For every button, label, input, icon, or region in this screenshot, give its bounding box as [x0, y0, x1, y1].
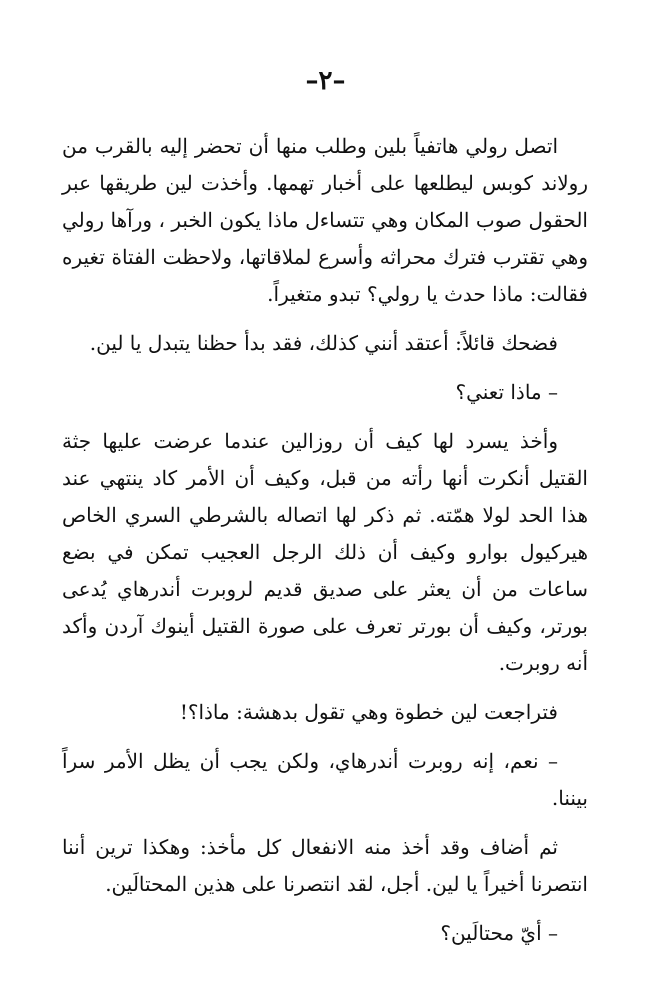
dialogue-line: – ماذا تعني؟: [455, 380, 558, 404]
paragraph: ثم أضاف وقد أخذ منه الانفعال كل مأخذ: وهكذا ترين أننا انتصرنا أخيراً يا لين. أجل، لقد انتصرنا على هذين المحتالَين.: [62, 835, 588, 896]
page-number: –٢–: [305, 66, 346, 96]
paragraph: فضحك قائلاً: أعتقد أنني كذلك، فقد بدأ حظنا يتبدل يا لين.: [89, 331, 558, 355]
paragraph: فتراجعت لين خطوة وهي تقول بدهشة: ماذا؟!: [179, 700, 558, 724]
dialogue-line: – أيّ محتالَين؟: [440, 921, 558, 945]
dialogue-line: – نعم، إنه روبرت أندرهاي، ولكن يجب أن يظل الأمر سراً بيننا.: [62, 749, 588, 810]
page-text: [62, 128, 588, 952]
paragraph: وأخذ يسرد لها كيف أن روزالين عندما عرضت عليها جثة القتيل أنكرت أنها رأته من قبل، وكيف أن الأمر كاد ينتهي عند هذا الحد لولا همّته. ثم ذكر لها اتصاله بالشرطي السري الخاص هيركيول بوارو وكيف أن ذلك الرجل العجيب تمكن في بضع ساعات من أن يعثر على صديق قديم لروبرت أندرهاي يُدعى بورتر، وكيف أن بورتر تعرف على صورة القتيل أينوك آردن وأكد أنه روبرت.: [62, 429, 588, 675]
paragraph: اتصل رولي هاتفياً بلين وطلب منها أن تحضر إليه بالقرب من رولاند كوبس ليطلعها على أخبار تهمها. وأخذت لين طريقها عبر الحقول صوب المكان وهي تتساءل ماذا يكون الخبر ، ورآها رولي وهي تقترب فترك محراثه وأسرع لملاقاتها، ولاحظت الفتاة تغيره فقالت: ماذا حدث يا رولي؟ تبدو متغيراً.: [62, 134, 588, 306]
